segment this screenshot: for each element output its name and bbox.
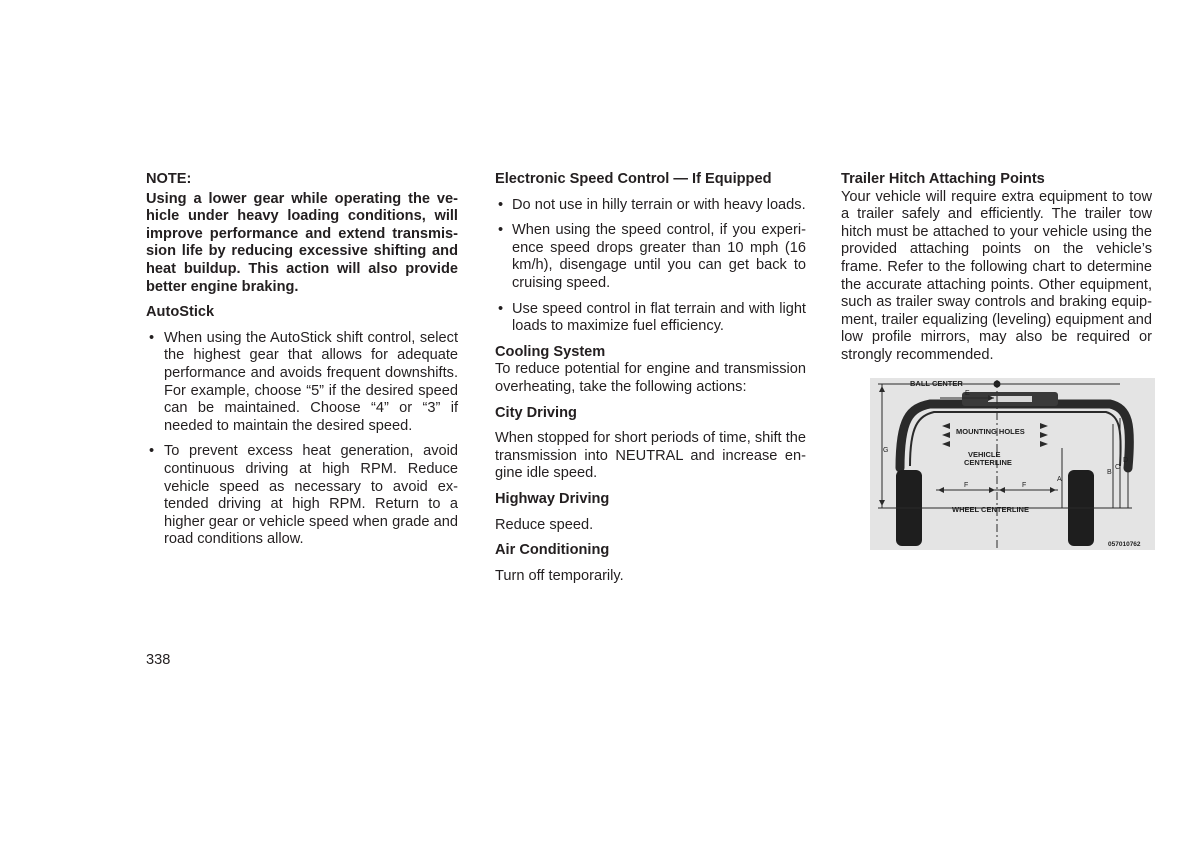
trailer-hitch-text: Your vehicle will require extra equipment to tow a trailer safely and efficiently. The trailer tow hitch must be attached to your vehicle using the provided attaching points on the vehicle’s frame. Refer to the following chart to determine the accurate attaching points. Other equipment, such as trailer sway controls and braking equip-ment, trailer equalizing (leveling) equipment and low profile mirrors, may also be required or strongly recommended. xyxy=(841,188,1152,363)
city-driving-heading: City Driving xyxy=(495,404,577,421)
dimension-d-label: D xyxy=(1123,457,1129,464)
mounting-holes-label: MOUNTING HOLES xyxy=(956,427,1025,436)
note-heading: NOTE: xyxy=(146,171,192,187)
ball-center-label: BALL CENTER xyxy=(910,379,963,388)
list-item: • To prevent excess heat generation, avoid continuous driving at high RPM. Reduce vehicle speed as necessary to avoid ex-tended driving at high RPM. Return to a higher gear or vehicle speed when grade and road conditions allow. xyxy=(149,443,458,548)
page-number: 338 xyxy=(146,652,171,668)
figure-code-label: 057010762 xyxy=(1108,541,1141,548)
dimension-a-label: A xyxy=(1057,476,1062,483)
list-item: • When using the AutoStick shift control, select the highest gear that allows for adequate performance and avoids frequent downshifts. For example, choose “5” if the desired speed can be maintained. Choose “4” or “3” if needed to maintain the desired speed. xyxy=(149,329,458,434)
speed-control-list xyxy=(495,197,806,336)
note-text: Using a lower gear while operating the ve-hicle under heavy loading conditions, will improve performance and extend transmis-sion life by reducing excessive shifting and heat buildup. This action will also provide better engine braking. xyxy=(146,190,458,295)
bullet-icon: • xyxy=(498,196,504,213)
autostick-heading: AutoStick xyxy=(146,304,215,321)
dimension-c-label: C xyxy=(1115,464,1121,471)
autostick-list xyxy=(146,330,458,549)
dimension-b-label: B xyxy=(1107,469,1112,476)
cooling-system-heading: Cooling System xyxy=(495,343,606,360)
list-item: • Do not use in hilly terrain or with heavy loads. xyxy=(498,196,806,213)
dimension-f-label-right: F xyxy=(1022,482,1027,489)
bullet-icon: • xyxy=(149,329,155,346)
right-column xyxy=(841,171,1152,365)
vehicle-centerline-label-2: CENTERLINE xyxy=(964,458,1012,467)
bullet-icon: • xyxy=(149,443,155,460)
air-conditioning-text: Turn off temporarily. xyxy=(495,567,624,584)
vehicle-centerline-label-1: VEHICLE xyxy=(968,450,1001,459)
trailer-hitch-diagram xyxy=(870,378,1155,550)
air-conditioning-heading: Air Conditioning xyxy=(495,542,610,559)
city-driving-text: When stopped for short periods of time, shift the transmission into NEUTRAL and increase en-gine idle speed. xyxy=(495,430,806,482)
highway-driving-text: Reduce speed. xyxy=(495,516,594,533)
middle-column xyxy=(495,171,806,585)
left-column xyxy=(146,171,458,557)
wheel-centerline-label: WHEEL CENTERLINE xyxy=(952,505,1029,514)
trailer-hitch-heading: Trailer Hitch Attaching Points xyxy=(841,171,1045,187)
bullet-icon: • xyxy=(498,222,504,239)
cooling-system-text: To reduce potential for engine and transmission overheating, take the following actions: xyxy=(495,361,806,395)
list-item: • Use speed control in flat terrain and with light loads to maximize fuel efficiency. xyxy=(498,300,806,335)
dimension-e-label: E xyxy=(965,390,970,397)
bullet-icon: • xyxy=(498,300,504,317)
dimension-g-label: G xyxy=(883,447,889,454)
highway-driving-heading: Highway Driving xyxy=(495,490,610,507)
speed-control-heading: Electronic Speed Control — If Equipped xyxy=(495,171,772,187)
list-item: • When using the speed control, if you experi-ence speed drops greater than 10 mph (16 km/h), disengage until you can get back to cruising speed. xyxy=(498,222,806,291)
dimension-f-label-left: F xyxy=(964,482,969,489)
